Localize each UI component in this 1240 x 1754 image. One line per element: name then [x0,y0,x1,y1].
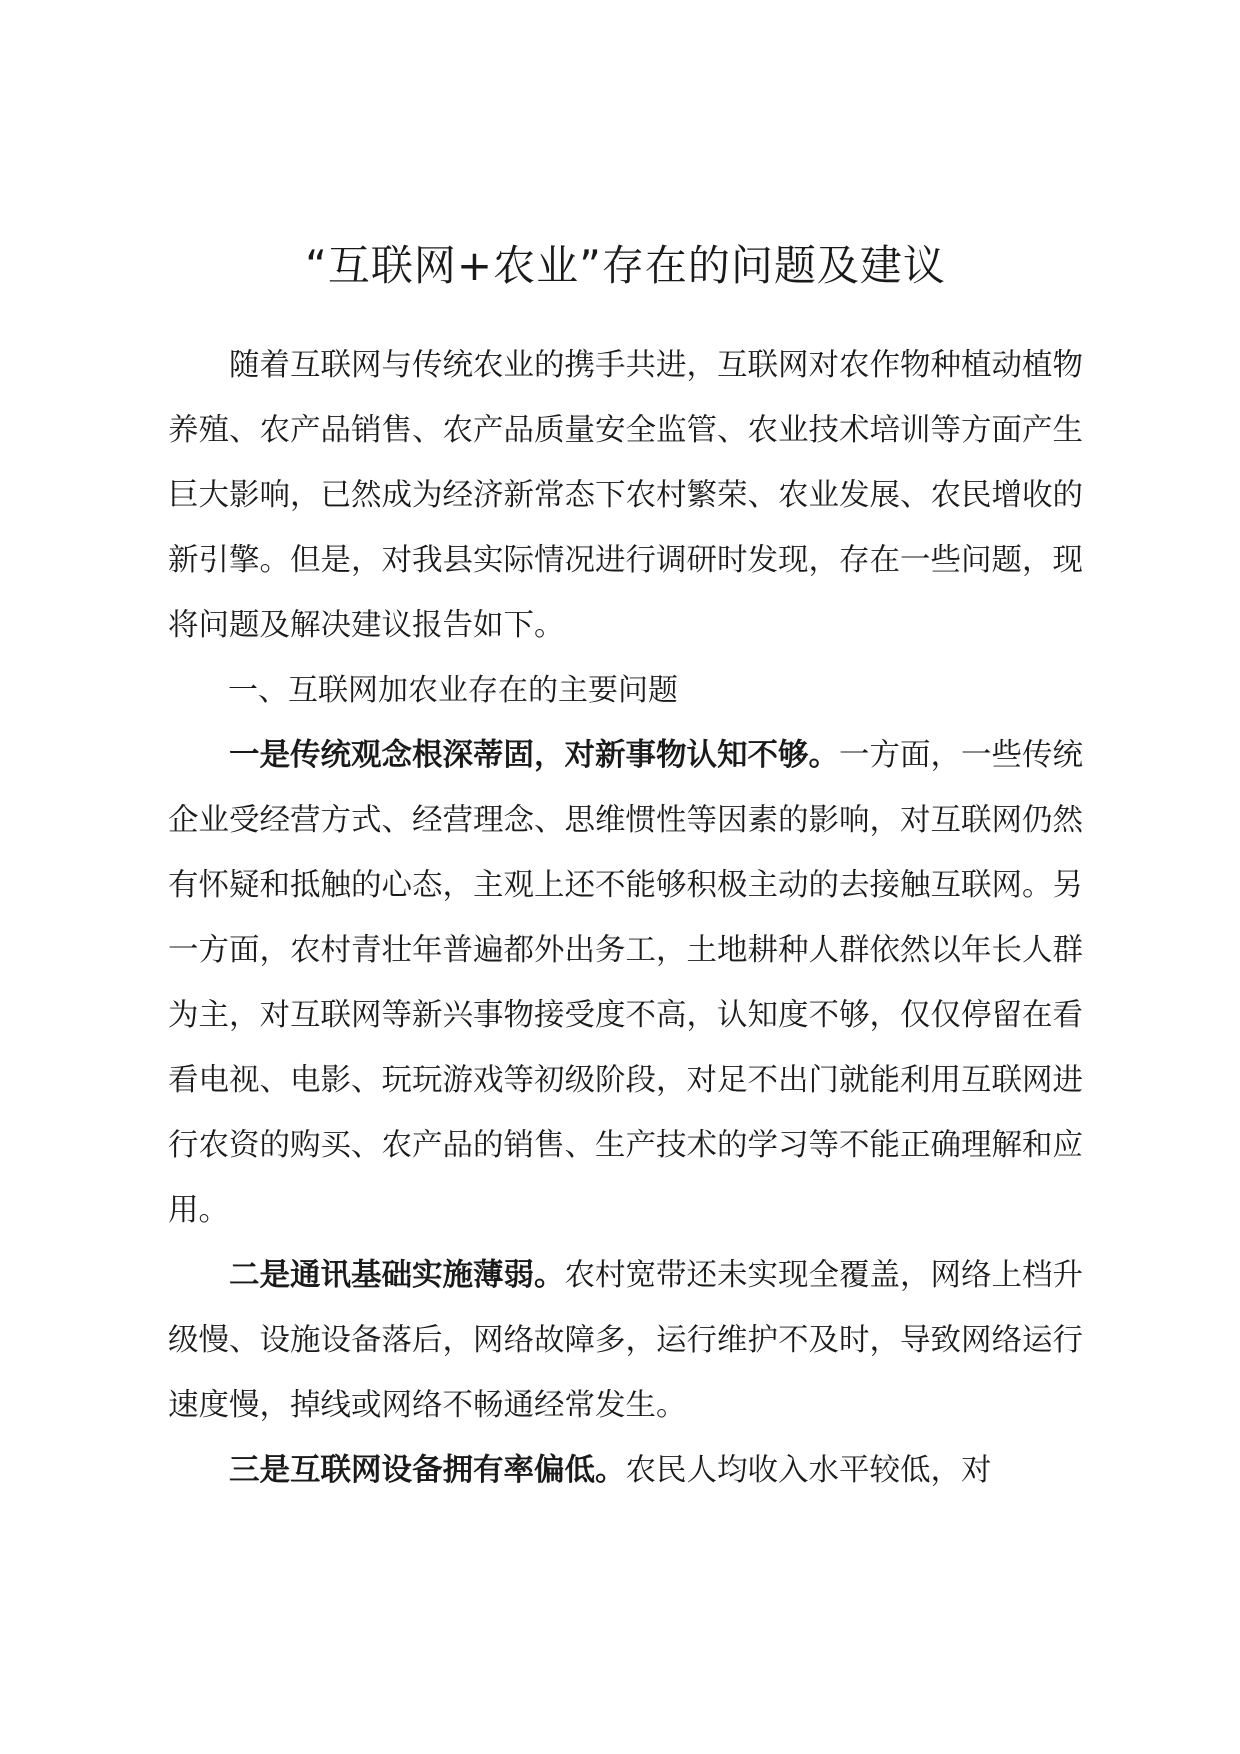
document-title: “互联网+农业”存在的问题及建议 [305,241,946,290]
point-paragraph-3 [168,1438,1083,1503]
document-page [168,0,1083,1754]
section-heading: 一、互联网加农业存在的主要问题 [228,673,678,708]
point-lead-2: 二是通讯基础实施薄弱。 [229,1258,565,1293]
intro-paragraph: 随着互联网与传统农业的携手共进，互联网对农作物种植动植物养殖、农产品销售、农产品质量安全监管、农业技术培训等方面产生巨大影响，已然成为经济新常态下农村繁荣、农业发展、农民增收的新引擎。但是，对我县实际情况进行调研时发现，存在一些问题，现将问题及解决建议报告如下。 [168,348,1083,643]
point-lead-3: 三是互联网设备拥有率偏低。 [229,1453,626,1488]
point-lead-1: 一是传统观念根深蒂固，对新事物认知不够。 [229,738,839,773]
point-text-2: 农村宽带还未实现全覆盖，网络上档升级慢、设施设备落后，网络故障多，运行维护不及时，导致网络运行速度慢，掉线或网络不畅通经常发生。 [168,1258,1083,1423]
point-paragraph-2 [168,1243,1083,1438]
point-text-3: 农民人均收入水平较低，对 [625,1453,992,1488]
document-body [168,333,1083,1503]
point-paragraph-1 [168,723,1083,1243]
point-text-1: 一方面，一些传统企业受经营方式、经营理念、思维惯性等因素的影响，对互联网仍然有怀疑和抵触的心态，主观上还不能够积极主动的去接触互联网。另一方面，农村青壮年普遍都外出务工，土地耕种人群依然以年长人群为主，对互联网等新兴事物接受度不高，认知度不够，仅仅停留在看看电视、电影、玩玩游戏等初级阶段，对足不出门就能利用互联网进行农资的购买、农产品的销售、生产技术的学习等不能正确理解和应用。 [168,738,1083,1228]
